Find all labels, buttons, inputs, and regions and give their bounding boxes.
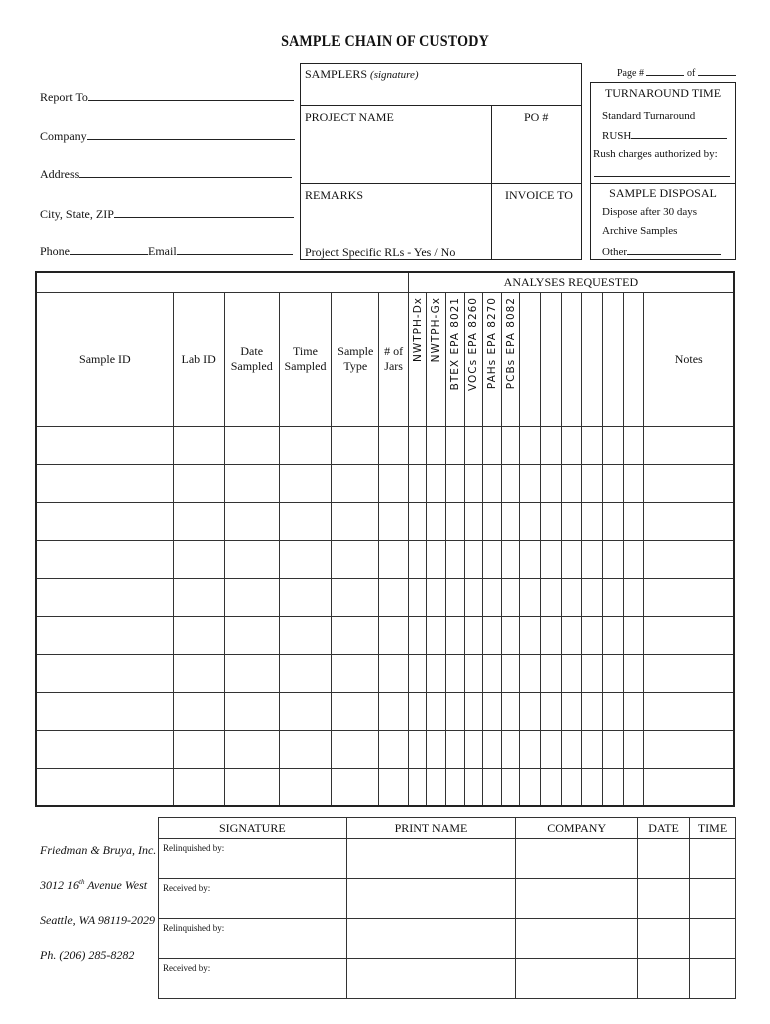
sample-cell[interactable] [427, 654, 446, 692]
col-analysis-blank[interactable] [520, 292, 541, 426]
sample-cell[interactable] [644, 464, 734, 502]
sample-cell[interactable] [582, 426, 603, 464]
sample-cell[interactable] [501, 502, 520, 540]
sample-cell[interactable] [483, 426, 502, 464]
col-date-sampled: Date Sampled [224, 292, 279, 426]
sample-cell[interactable] [408, 464, 427, 502]
sample-cell[interactable] [279, 464, 331, 502]
sample-cell[interactable] [623, 768, 644, 806]
sample-row [36, 616, 734, 654]
sample-cell[interactable] [644, 730, 734, 768]
sample-disposal-title: SAMPLE DISPOSAL [609, 186, 717, 200]
sample-cell[interactable] [446, 768, 465, 806]
phone-email-field[interactable] [40, 243, 293, 259]
sample-cell[interactable] [36, 654, 173, 692]
col-analysis-blank[interactable] [541, 292, 562, 426]
sample-cell[interactable] [427, 730, 446, 768]
sample-cell[interactable] [501, 540, 520, 578]
sample-cell[interactable] [644, 540, 734, 578]
sample-cell[interactable] [561, 616, 582, 654]
sample-cell[interactable] [408, 730, 427, 768]
col-analysis-blank[interactable] [603, 292, 624, 426]
sample-cell[interactable] [224, 768, 279, 806]
date-cell[interactable] [638, 879, 690, 919]
sample-cell[interactable] [464, 730, 483, 768]
archive-option[interactable]: Archive Samples [602, 225, 678, 237]
dispose-option[interactable]: Dispose after 30 days [602, 206, 698, 218]
sample-cell[interactable] [224, 540, 279, 578]
sample-cell[interactable] [561, 692, 582, 730]
sample-cell[interactable] [644, 426, 734, 464]
sample-cell[interactable] [464, 502, 483, 540]
sample-cell[interactable] [173, 768, 224, 806]
sample-cell[interactable] [379, 578, 408, 616]
sample-cell[interactable] [464, 768, 483, 806]
sample-cell[interactable] [173, 426, 224, 464]
page-of-label: of [686, 68, 696, 79]
sample-cell[interactable] [279, 692, 331, 730]
sample-cell[interactable] [408, 654, 427, 692]
sample-cell[interactable] [408, 426, 427, 464]
sample-cell[interactable] [279, 654, 331, 692]
sample-cell[interactable] [561, 426, 582, 464]
page-number-field[interactable] [617, 66, 736, 79]
sample-cell[interactable] [173, 692, 224, 730]
sample-cell[interactable] [603, 768, 624, 806]
sample-cell[interactable] [224, 464, 279, 502]
sample-cell[interactable] [427, 692, 446, 730]
sample-cell[interactable] [541, 426, 562, 464]
sample-cell[interactable] [36, 616, 173, 654]
sample-cell[interactable] [173, 464, 224, 502]
analyses-requested-header: ANALYSES REQUESTED [408, 272, 734, 292]
sample-cell[interactable] [603, 426, 624, 464]
signature-row [159, 879, 736, 919]
report-to-label: Report To [40, 90, 88, 104]
project-name-label[interactable]: PROJECT NAME [305, 110, 394, 124]
sample-cell[interactable] [36, 768, 173, 806]
sample-cell[interactable] [541, 768, 562, 806]
sample-cell[interactable] [541, 502, 562, 540]
col-analysis-4 [483, 292, 502, 426]
phone-label: Phone [40, 244, 70, 258]
sample-cell[interactable] [520, 502, 541, 540]
sample-cell[interactable] [561, 464, 582, 502]
signature-cell[interactable]: Received by: [159, 959, 347, 999]
signature-table [158, 817, 736, 999]
sample-cell[interactable] [173, 654, 224, 692]
sample-cell[interactable] [644, 654, 734, 692]
street-name: Avenue West [84, 878, 148, 892]
sample-cell[interactable] [173, 540, 224, 578]
sample-cell[interactable] [224, 426, 279, 464]
sample-cell[interactable] [427, 502, 446, 540]
rush-authorization-line[interactable] [594, 176, 730, 177]
sample-cell[interactable] [464, 578, 483, 616]
sample-cell[interactable] [561, 768, 582, 806]
sample-cell[interactable] [279, 540, 331, 578]
sample-cell[interactable] [36, 730, 173, 768]
sample-cell[interactable] [483, 578, 502, 616]
sample-cell[interactable] [427, 578, 446, 616]
analysis-label: PAHs EPA 8270 [486, 296, 499, 389]
company-cell[interactable] [516, 879, 638, 919]
signature-row [159, 839, 736, 879]
city-state-zip-label: City, State, ZIP [40, 207, 114, 221]
sample-cell[interactable] [561, 654, 582, 692]
sample-cell[interactable] [332, 616, 379, 654]
sample-cell[interactable] [224, 578, 279, 616]
sample-cell[interactable] [379, 654, 408, 692]
sample-cell[interactable] [623, 730, 644, 768]
col-time-sampled: Time Sampled [279, 292, 331, 426]
time-cell[interactable] [690, 839, 736, 879]
sample-cell[interactable] [279, 578, 331, 616]
sample-cell[interactable] [483, 654, 502, 692]
sample-cell[interactable] [427, 540, 446, 578]
sample-cell[interactable] [427, 616, 446, 654]
analysis-label: BTEX EPA 8021 [448, 296, 461, 390]
sample-cell[interactable] [623, 502, 644, 540]
sample-cell[interactable] [483, 616, 502, 654]
rush-label: RUSH [602, 130, 632, 142]
rush-charges-label: Rush charges authorized by: [593, 148, 718, 160]
sample-cell[interactable] [603, 540, 624, 578]
samplers-field[interactable] [305, 67, 419, 82]
sig-col-company: COMPANY [516, 818, 638, 839]
sample-cell[interactable] [446, 540, 465, 578]
sample-cell[interactable] [520, 654, 541, 692]
sample-cell[interactable] [520, 540, 541, 578]
sample-cell[interactable] [541, 730, 562, 768]
remarks-label[interactable]: REMARKS [305, 188, 364, 202]
time-cell[interactable] [690, 879, 736, 919]
sample-cell[interactable] [36, 540, 173, 578]
sample-cell[interactable] [603, 692, 624, 730]
sample-cell[interactable] [501, 464, 520, 502]
sample-cell[interactable] [446, 502, 465, 540]
col-analysis-blank[interactable] [561, 292, 582, 426]
sample-cell[interactable] [173, 502, 224, 540]
sample-row [36, 464, 734, 502]
col-sample-id: Sample ID [36, 292, 173, 426]
sample-cell[interactable] [379, 464, 408, 502]
sample-cell[interactable] [483, 502, 502, 540]
sample-cell[interactable] [379, 540, 408, 578]
sample-cell[interactable] [644, 502, 734, 540]
sample-cell[interactable] [603, 502, 624, 540]
sample-cell[interactable] [483, 768, 502, 806]
sample-cell[interactable] [36, 578, 173, 616]
sample-cell[interactable] [520, 464, 541, 502]
sample-cell[interactable] [582, 464, 603, 502]
sample-cell[interactable] [36, 464, 173, 502]
sample-cell[interactable] [623, 464, 644, 502]
sample-cell[interactable] [332, 540, 379, 578]
col-analysis-2 [446, 292, 465, 426]
sample-cell[interactable] [582, 692, 603, 730]
sample-cell[interactable] [446, 654, 465, 692]
sample-cell[interactable] [427, 426, 446, 464]
sample-cell[interactable] [446, 426, 465, 464]
sample-row [36, 578, 734, 616]
project-info-box [300, 63, 582, 260]
sample-cell[interactable] [332, 692, 379, 730]
sample-cell[interactable] [623, 654, 644, 692]
address-label: Address [40, 167, 80, 181]
sample-cell[interactable] [279, 616, 331, 654]
sample-cell[interactable] [332, 578, 379, 616]
sig-col-signature: SIGNATURE [159, 818, 347, 839]
sample-cell[interactable] [561, 730, 582, 768]
sample-cell[interactable] [520, 692, 541, 730]
sample-cell[interactable] [332, 654, 379, 692]
turnaround-title: TURNAROUND TIME [604, 86, 722, 100]
sample-cell[interactable] [582, 616, 603, 654]
sample-cell[interactable] [561, 540, 582, 578]
samplers-label: SAMPLERS [305, 67, 368, 81]
other-option[interactable] [602, 244, 721, 258]
sample-cell[interactable] [36, 502, 173, 540]
sample-cell[interactable] [582, 578, 603, 616]
sample-cell[interactable] [623, 540, 644, 578]
sample-cell[interactable] [446, 578, 465, 616]
standard-turnaround-option[interactable]: Standard Turnaround [602, 110, 696, 122]
sample-cell[interactable] [408, 502, 427, 540]
sample-cell[interactable] [520, 730, 541, 768]
sample-cell[interactable] [483, 730, 502, 768]
signature-row [159, 919, 736, 959]
sample-cell[interactable] [379, 426, 408, 464]
col-analysis-blank[interactable] [623, 292, 644, 426]
sample-row [36, 654, 734, 692]
sample-cell[interactable] [520, 426, 541, 464]
sample-cell[interactable] [582, 502, 603, 540]
sample-cell[interactable] [644, 616, 734, 654]
sig-col-time: TIME [690, 818, 736, 839]
sample-cell[interactable] [379, 502, 408, 540]
sample-cell[interactable] [603, 464, 624, 502]
sample-cell[interactable] [644, 578, 734, 616]
date-cell[interactable] [638, 919, 690, 959]
time-cell[interactable] [690, 959, 736, 999]
rush-option[interactable] [602, 128, 727, 142]
company-field[interactable] [40, 128, 295, 144]
sample-cell[interactable] [224, 692, 279, 730]
sample-row [36, 502, 734, 540]
col-sample-type: Sample Type [332, 292, 379, 426]
sample-cell[interactable] [644, 692, 734, 730]
sample-cell[interactable] [582, 768, 603, 806]
sample-cell[interactable] [408, 692, 427, 730]
analysis-label: NWTPH-Dx [411, 296, 424, 362]
sample-cell[interactable] [483, 692, 502, 730]
col-num-jars: # of Jars [379, 292, 408, 426]
sample-cell[interactable] [623, 616, 644, 654]
sample-cell[interactable] [603, 730, 624, 768]
sample-cell[interactable] [464, 426, 483, 464]
sample-cell[interactable] [501, 768, 520, 806]
project-rls-option[interactable]: Project Specific RLs - Yes / No [305, 245, 456, 259]
sample-cell[interactable] [427, 768, 446, 806]
sample-cell[interactable] [582, 654, 603, 692]
invoice-to-label[interactable]: INVOICE TO [505, 188, 573, 202]
sample-cell[interactable] [603, 616, 624, 654]
sample-row [36, 540, 734, 578]
analysis-label: VOCs EPA 8260 [467, 296, 480, 391]
po-label[interactable]: PO # [524, 110, 549, 124]
sample-cell[interactable] [427, 464, 446, 502]
signature-cell[interactable]: Relinquished by: [159, 919, 347, 959]
sample-cell[interactable] [483, 464, 502, 502]
sample-cell[interactable] [541, 692, 562, 730]
col-analysis-blank[interactable] [582, 292, 603, 426]
company-label: Company [40, 129, 87, 143]
sample-cell[interactable] [501, 578, 520, 616]
sample-cell[interactable] [464, 616, 483, 654]
sample-cell[interactable] [408, 540, 427, 578]
company-cell[interactable] [516, 919, 638, 959]
sample-cell[interactable] [332, 426, 379, 464]
sample-cell[interactable] [332, 464, 379, 502]
other-label: Other [602, 246, 628, 258]
sample-cell[interactable] [501, 426, 520, 464]
sample-table [35, 271, 735, 807]
sample-row [36, 730, 734, 768]
street-suffix: th [79, 878, 85, 886]
sample-cell[interactable] [379, 768, 408, 806]
sample-cell[interactable] [561, 578, 582, 616]
sample-cell[interactable] [541, 578, 562, 616]
sample-cell[interactable] [446, 692, 465, 730]
sample-row [36, 426, 734, 464]
analysis-label: PCBs EPA 8082 [504, 296, 517, 389]
sample-cell[interactable] [279, 768, 331, 806]
sample-cell[interactable] [224, 730, 279, 768]
signature-row [159, 959, 736, 999]
sample-cell[interactable] [501, 616, 520, 654]
sig-col-print-name: PRINT NAME [346, 818, 516, 839]
sample-cell[interactable] [173, 616, 224, 654]
sample-cell[interactable] [408, 768, 427, 806]
analysis-label: NWTPH-Gx [430, 296, 443, 362]
sample-cell[interactable] [224, 616, 279, 654]
time-cell[interactable] [690, 919, 736, 959]
sample-cell[interactable] [379, 692, 408, 730]
company-cell[interactable] [516, 959, 638, 999]
col-analysis-3 [464, 292, 483, 426]
signature-cell[interactable]: Received by: [159, 879, 347, 919]
sample-cell[interactable] [224, 654, 279, 692]
sample-cell[interactable] [408, 616, 427, 654]
sample-cell[interactable] [582, 730, 603, 768]
address-field[interactable] [40, 166, 292, 182]
city-state-zip-field[interactable] [40, 206, 294, 222]
sample-cell[interactable] [332, 502, 379, 540]
sample-cell[interactable] [561, 502, 582, 540]
email-label: Email [148, 244, 177, 258]
sample-cell[interactable] [173, 578, 224, 616]
company-cell[interactable] [516, 839, 638, 879]
report-to-field[interactable] [40, 89, 294, 105]
sample-cell[interactable] [332, 730, 379, 768]
sample-cell[interactable] [644, 768, 734, 806]
sample-cell[interactable] [603, 654, 624, 692]
sample-cell[interactable] [501, 654, 520, 692]
sample-cell[interactable] [464, 540, 483, 578]
company-city: Seattle, WA 98119-2029 [40, 913, 156, 927]
sample-cell[interactable] [541, 464, 562, 502]
sample-cell[interactable] [501, 692, 520, 730]
col-notes: Notes [644, 292, 734, 426]
sample-cell[interactable] [483, 540, 502, 578]
sample-cell[interactable] [379, 730, 408, 768]
sample-cell[interactable] [623, 426, 644, 464]
sample-cell[interactable] [36, 426, 173, 464]
date-cell[interactable] [638, 839, 690, 879]
sample-cell[interactable] [279, 426, 331, 464]
samplers-note: (signature) [370, 69, 419, 81]
sample-cell[interactable] [464, 654, 483, 692]
sample-cell[interactable] [464, 464, 483, 502]
print-name-cell[interactable] [346, 879, 516, 919]
col-analysis-5 [501, 292, 520, 426]
sample-cell[interactable] [332, 768, 379, 806]
sample-cell[interactable] [446, 464, 465, 502]
print-name-cell[interactable] [346, 959, 516, 999]
sample-cell[interactable] [520, 578, 541, 616]
sample-cell[interactable] [464, 692, 483, 730]
sample-cell[interactable] [36, 692, 173, 730]
print-name-cell[interactable] [346, 839, 516, 879]
sample-row [36, 692, 734, 730]
page-label: Page # [617, 68, 644, 79]
company-phone: Ph. (206) 285-8282 [40, 948, 135, 962]
sample-cell[interactable] [520, 616, 541, 654]
company-street [40, 878, 147, 893]
sample-cell[interactable] [541, 540, 562, 578]
form-title: SAMPLE CHAIN OF CUSTODY [281, 33, 489, 50]
street-number: 3012 16 [40, 878, 79, 892]
sample-cell[interactable] [520, 768, 541, 806]
sample-cell[interactable] [603, 578, 624, 616]
sample-cell[interactable] [501, 730, 520, 768]
date-cell[interactable] [638, 959, 690, 999]
sample-cell[interactable] [173, 730, 224, 768]
sample-row [36, 768, 734, 806]
sample-cell[interactable] [446, 730, 465, 768]
sample-cell[interactable] [279, 502, 331, 540]
sample-cell[interactable] [623, 578, 644, 616]
col-analysis-1 [427, 292, 446, 426]
signature-cell[interactable]: Relinquished by: [159, 839, 347, 879]
sample-cell[interactable] [379, 616, 408, 654]
col-lab-id: Lab ID [173, 292, 224, 426]
sample-cell[interactable] [224, 502, 279, 540]
sig-col-date: DATE [638, 818, 690, 839]
sample-cell[interactable] [408, 578, 427, 616]
col-analysis-0 [408, 292, 427, 426]
sample-cell[interactable] [279, 730, 331, 768]
print-name-cell[interactable] [346, 919, 516, 959]
sample-cell[interactable] [582, 540, 603, 578]
company-name: Friedman & Bruya, Inc. [40, 843, 157, 857]
sample-cell[interactable] [541, 654, 562, 692]
sample-cell[interactable] [623, 692, 644, 730]
sample-cell[interactable] [446, 616, 465, 654]
sample-cell[interactable] [541, 616, 562, 654]
